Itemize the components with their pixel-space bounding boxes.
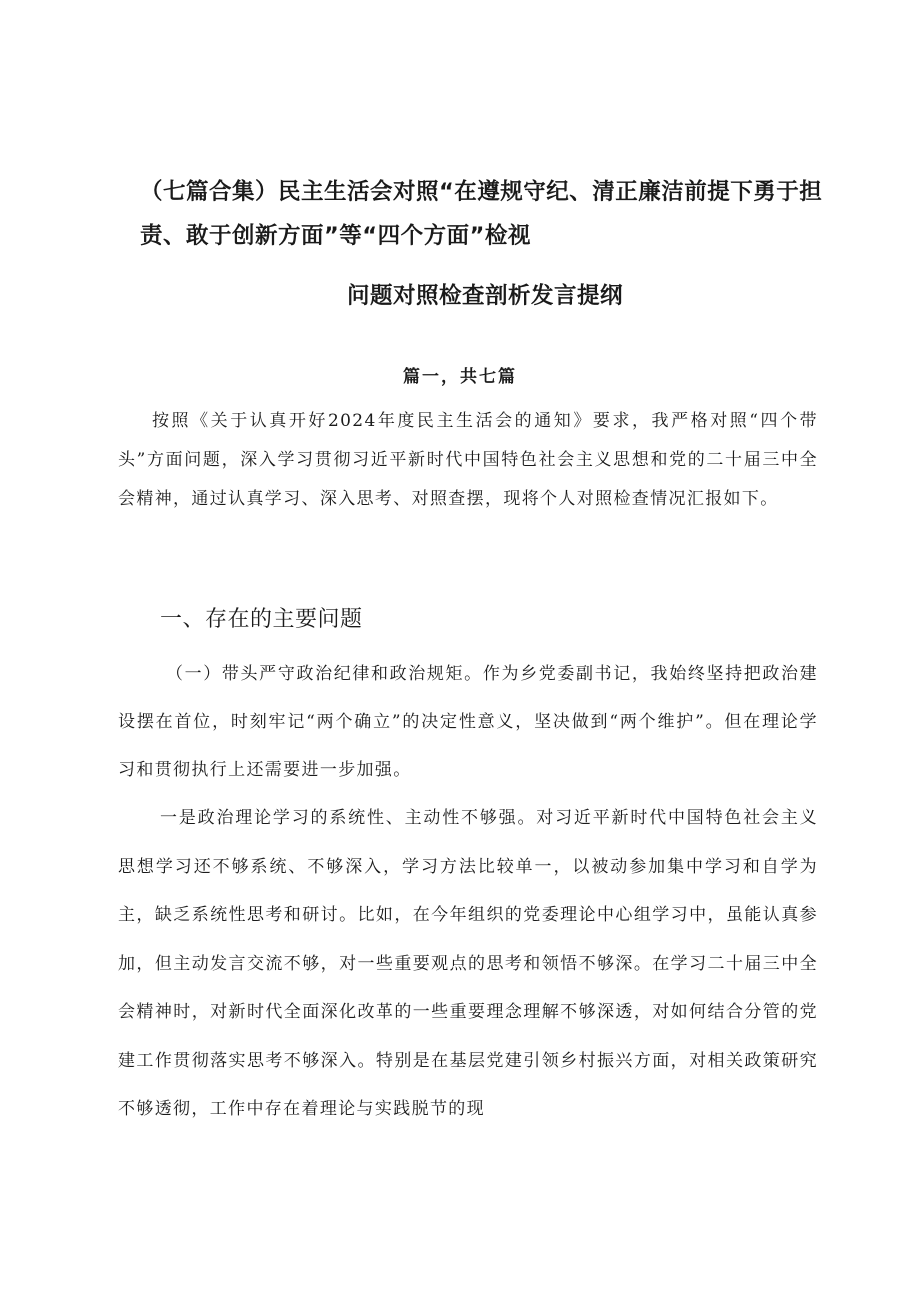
title-line-2: 责、敢于创新方面”等“四个方面”检视	[140, 223, 531, 249]
document-title	[140, 170, 830, 318]
title-line-1: （七篇合集）民主生活会对照“在遵规守纪、清正廉洁前提下勇于担	[140, 179, 823, 205]
title-line-3: 问题对照检查剖析发言提纲	[346, 283, 623, 309]
intro-paragraph: 按照《关于认真开好2024年度民主生活会的通知》要求，我严格对照“四个带头”方面问题，深入学习贯彻习近平新时代中国特色社会主义思想和党的二十届三中全会精神，通过认真学习、深入思考、对照查摆，现将个人对照检查情况汇报如下。	[118, 411, 818, 509]
section-heading-main-problems: 一、存在的主要问题	[160, 607, 363, 632]
section-item-political-discipline: （一）带头严守政治纪律和政治规矩。作为乡党委副书记，我始终坚持把政治建设摆在首位，时刻牢记“两个确立”的决定性意义，坚决做到“两个维护”。但在理论学习和贯彻执行上还需要进一步加强。	[118, 664, 818, 780]
article-subtitle: 篇一，共七篇	[403, 367, 517, 387]
section-point-theory-study: 一是政治理论学习的系统性、主动性不够强。对习近平新时代中国特色社会主义思想学习还不够系统、不够深入，学习方法比较单一，以被动参加集中学习和自学为主，缺乏系统性思考和研讨。比如，在今年组织的党委理论中心组学习中，虽能认真参加，但主动发言交流不够，对一些重要观点的思考和领悟不够深。在学习二十届三中全会精神时，对新时代全面深化改革的一些重要理念理解不够深透，对如何结合分管的党建工作贯彻落实思考不够深入。特别是在基层党建引领乡村振兴方面，对相关政策研究不够透彻，工作中存在着理论与实践脱节的现	[118, 808, 818, 1119]
